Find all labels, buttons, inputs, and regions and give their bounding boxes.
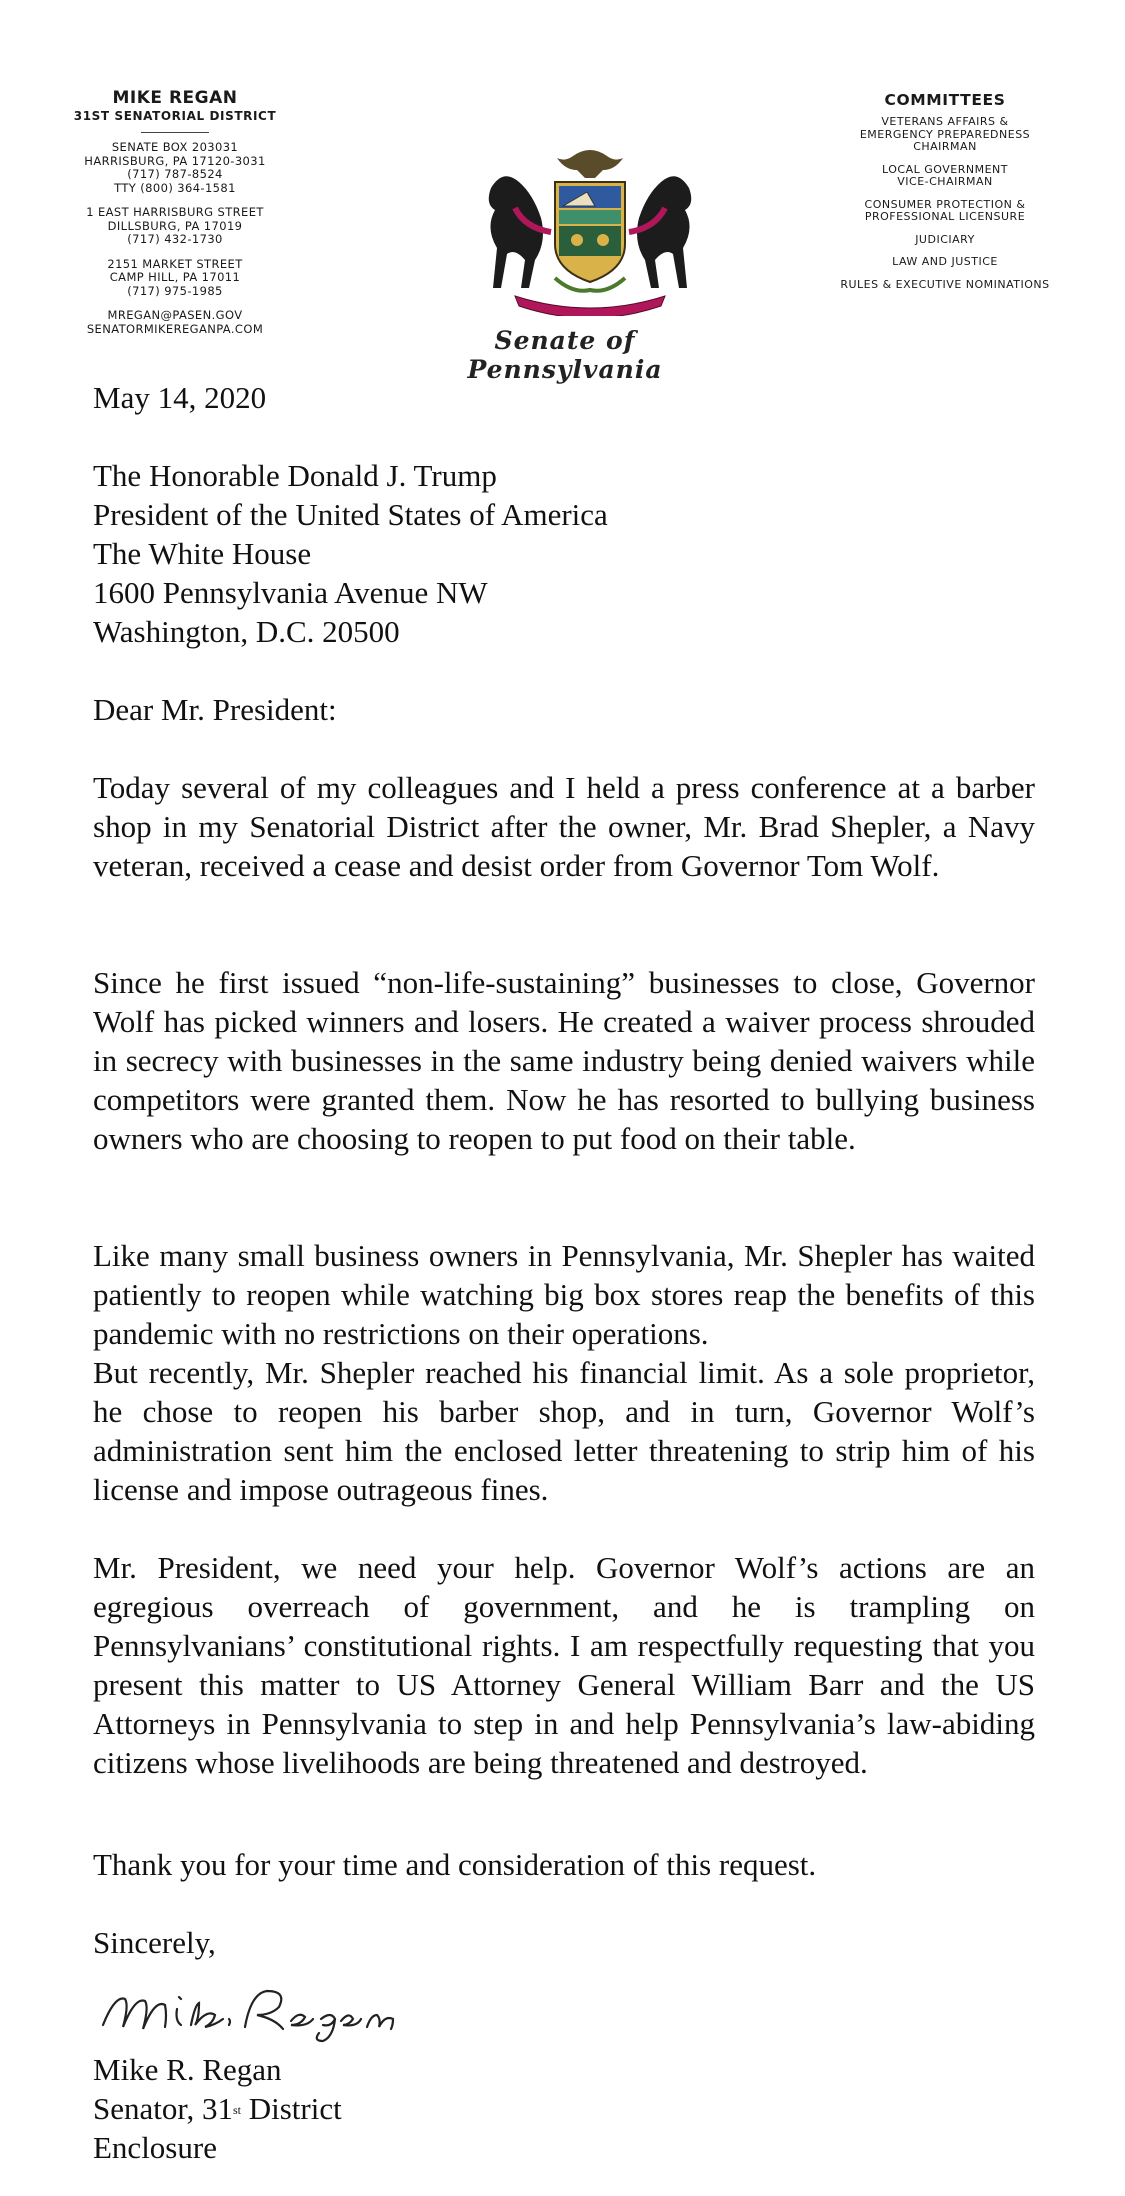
enclosure-note: Enclosure (93, 2130, 217, 2165)
committee-line: PROFESSIONAL LICENSURE (864, 210, 1026, 223)
signer-name: Mike R. Regan (93, 2052, 282, 2087)
closing: Sincerely, (93, 1925, 216, 1960)
website-link[interactable]: SENATORMIKEREGANPA.COM (86, 321, 264, 336)
pennsylvania-coat-of-arms-icon (455, 148, 725, 316)
committee-veterans (820, 116, 1070, 154)
address-line: The Honorable Donald J. Trump (93, 458, 497, 493)
paragraph: But recently, Mr. Shepler reached his financial limit. As a sole proprietor, he chose to reopen his barber shop, and in turn, Governor Wolf’s administration sent him the enclosed letter threatening to strip him of his license and impose outrageous fines. (93, 1355, 1035, 1507)
office-line: 2151 MARKET STREET (107, 256, 243, 271)
office-harrisburg (50, 141, 300, 195)
recipient-address (93, 456, 608, 651)
address-line: 1600 Pennsylvania Avenue NW (93, 575, 488, 610)
senator-name: MIKE REGAN (112, 88, 238, 108)
committee-line: JUDICIARY (915, 232, 975, 246)
online-contact (50, 309, 300, 336)
office-phone: (717) 432-1730 (127, 232, 223, 246)
handwritten-signature (95, 1975, 405, 2045)
signer-title-text: District (240, 2091, 342, 2126)
office-line: CAMP HILL, PA 17011 (109, 270, 241, 284)
letterhead-committees (820, 90, 1070, 301)
office-tty: TTY (800) 364-1581 (114, 180, 236, 195)
district-label: 31ST SENATORIAL DISTRICT (73, 109, 277, 123)
address-line: President of the United States of America (93, 497, 608, 532)
signer-title-text: Senator, 31 (93, 2091, 233, 2126)
committee-consumer-protection (820, 199, 1070, 224)
office-line: DILLSBURG, PA 17019 (107, 218, 243, 233)
committee-line: LOCAL GOVERNMENT (882, 162, 1008, 176)
letterhead-contact (50, 88, 300, 347)
committee-line: EMERGENCY PREPAREDNESS (859, 127, 1031, 141)
signer-title (93, 2089, 342, 2128)
office-line: HARRISBURG, PA 17120-3031 (84, 153, 266, 168)
committee-role: VICE-CHAIRMAN (897, 175, 993, 188)
office-line: 1 EAST HARRISBURG STREET (86, 205, 264, 219)
committee-rules (820, 279, 1070, 292)
committee-line: CONSUMER PROTECTION & (864, 197, 1026, 211)
senate-name: Senate of Pennsylvania (467, 326, 663, 384)
signer-block (93, 2050, 342, 2167)
committee-judiciary (820, 234, 1070, 247)
office-phone: (717) 975-1985 (127, 283, 223, 298)
office-dillsburg (50, 206, 300, 247)
ordinal-suffix: st (232, 2103, 241, 2117)
paragraph: Mr. President, we need your help. Governor Wolf’s actions are an egregious overreach of government, and he is trampling on Pennsylvanians’ constitutional rights. I am respectfully requesting that you present this matter to US Attorney General William Barr and the US Attorneys in Pennsylvania to step in and help Pennsylvania’s law-abiding citizens whose livelihoods are being threatened and destroyed. (93, 1550, 1035, 1780)
paragraph: Like many small business owners in Pennsylvania, Mr. Shepler has waited patiently to reopen while watching big box stores reap the benefits of this pandemic with no restrictions on their operations. (93, 1238, 1035, 1351)
letter-date: May 14, 2020 (93, 380, 267, 415)
paragraph: Since he first issued “non-life-sustaining” businesses to close, Governor Wolf has picked winners and losers. He created a waiver process shrouded in secrecy with businesses in the same industry being denied waivers while competitors were granted them. Now he has resorted to bullying business owners who are choosing to reopen to put food on their table. (93, 965, 1035, 1156)
committee-role: CHAIRMAN (913, 140, 977, 153)
office-phone: (717) 787-8524 (127, 167, 223, 181)
office-camp-hill (50, 258, 300, 299)
email-link[interactable]: MREGAN@PASEN.GOV (107, 308, 243, 322)
committee-line: VETERANS AFFAIRS & (881, 115, 1009, 128)
committees-title: COMMITTEES (884, 91, 1006, 109)
divider (141, 132, 209, 133)
paragraph: Thank you for your time and consideration of this request. (93, 1847, 817, 1882)
salutation: Dear Mr. President: (93, 692, 337, 727)
office-line: SENATE BOX 203031 (111, 140, 239, 154)
address-line: The White House (93, 536, 312, 571)
address-line: Washington, D.C. 20500 (93, 614, 400, 649)
committee-law-justice (820, 256, 1070, 269)
committee-line: LAW AND JUSTICE (892, 255, 998, 268)
committee-line: RULES & EXECUTIVE NOMINATIONS (840, 277, 1050, 291)
paragraph: Today several of my colleagues and I held a press conference at a barber shop in my Senatorial District after the owner, Mr. Brad Shepler, a Navy veteran, received a cease and desist order from Governor Tom Wolf. (93, 770, 1035, 883)
committee-local-government (820, 164, 1070, 189)
